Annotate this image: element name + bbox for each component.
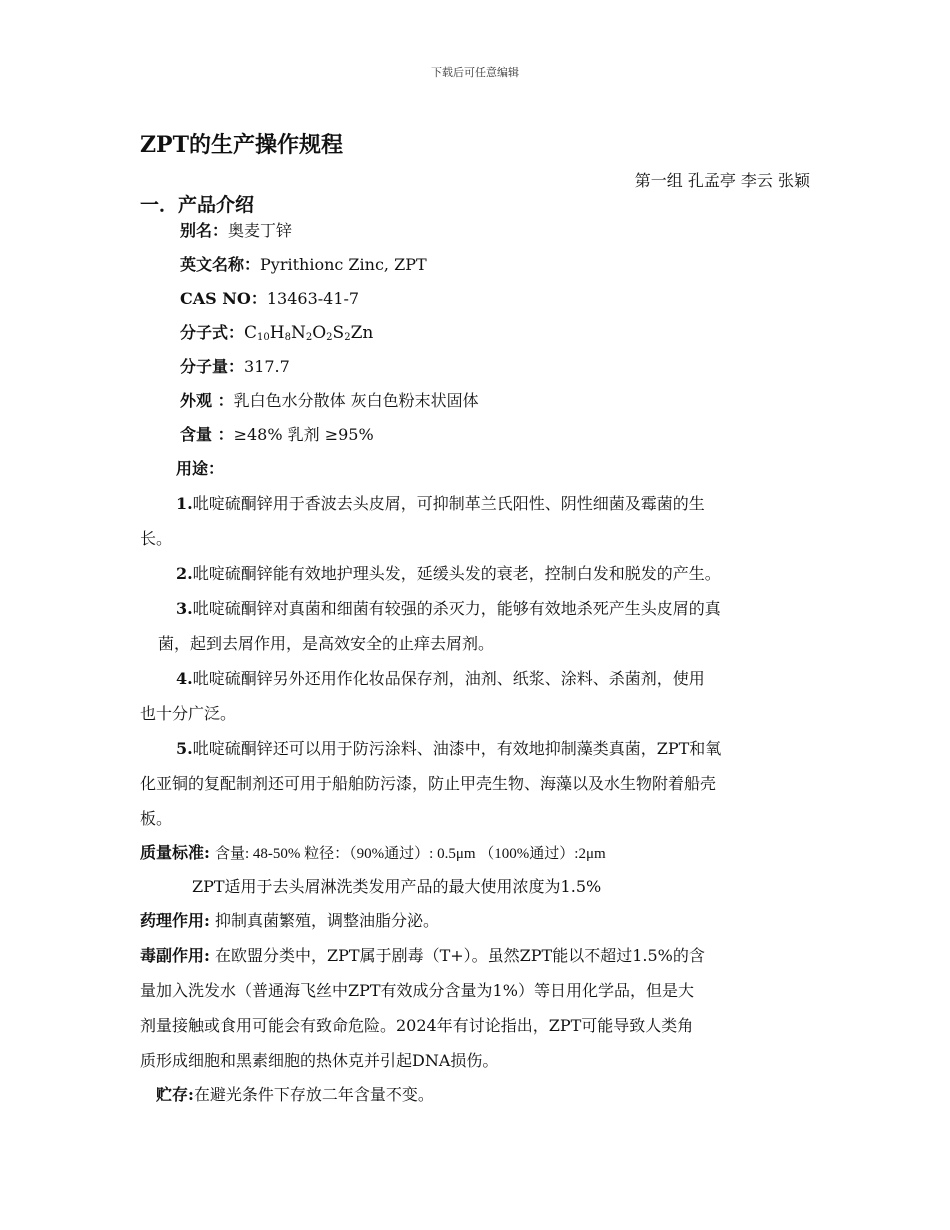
field-label: 质量标准: <box>140 843 210 862</box>
field-value: ZPT适用于去头屑淋洗类发用产品的最大使用浓度为1.5% <box>192 877 602 896</box>
field-appearance <box>140 384 812 418</box>
field-value: 含量: 48-50% 粒径：（90%通过）: 0.5μm （100%通过）:2μm <box>215 846 606 862</box>
field-value: 317.7 <box>244 357 290 376</box>
use-item <box>140 486 812 556</box>
field-cas <box>140 282 812 316</box>
field-label: 贮存: <box>156 1085 194 1104</box>
author-line: 第一组 孔孟亭 李云 张颖 <box>634 171 810 190</box>
field-label: 外观 ： <box>180 391 234 410</box>
field-value: 乳白色水分散体 灰白色粉末状固体 <box>233 391 479 410</box>
use-text: 吡啶硫酮锌另外还用作化妆品保存剂，油剂、纸浆、涂料、杀菌剂，使用 <box>192 669 705 688</box>
field-value: 剂量接触或食用可能会有致命危险。2024年有讨论指出，ZPT可能导致人类角 <box>140 1016 694 1035</box>
use-text: 长。 <box>140 529 173 548</box>
use-text: 也十分广泛。 <box>140 704 237 723</box>
field-usage <box>140 452 812 486</box>
use-number: 5. <box>176 739 193 758</box>
use-item <box>140 591 812 661</box>
page-header: 下载后可任意编辑 <box>431 66 519 79</box>
side-effects <box>140 938 812 1078</box>
field-label: 含量 ： <box>180 425 234 444</box>
field-value: 量加入洗发水（普通海飞丝中ZPT有效成分含量为1%）等日用化学品，但是大 <box>140 981 694 1000</box>
storage <box>140 1078 812 1112</box>
use-text: 吡啶硫酮锌还可以用于防污涂料、油漆中，有效地抑制藻类真菌，ZPT和氧 <box>192 739 722 758</box>
field-content <box>140 418 812 452</box>
field-value: 质形成细胞和黑素细胞的热休克并引起DNA损伤。 <box>140 1051 499 1070</box>
section-heading-product-intro: 一．产品介绍 <box>140 194 255 216</box>
use-item <box>140 556 812 591</box>
pharmacology <box>140 904 812 938</box>
formula-value: $C_{10}H_8N_2O_2S_2Zn$ <box>244 323 374 343</box>
use-text: 化亚铜的复配制剂还可用于船舶防污漆，防止甲壳生物、海藻以及水生物附着船壳 <box>140 774 717 793</box>
use-item <box>140 661 812 731</box>
field-label: 用途： <box>176 459 225 478</box>
field-label: 毒副作用: <box>140 946 210 965</box>
use-item <box>140 731 812 836</box>
field-value: ≥48% 乳剂 ≥95% <box>233 425 374 444</box>
field-value: 奥麦丁锌 <box>228 221 293 240</box>
field-label: CAS NO： <box>180 289 267 308</box>
field-label: 分子量： <box>180 357 245 376</box>
document-body <box>140 214 812 1112</box>
use-number: 4. <box>176 669 193 688</box>
use-text: 吡啶硫酮锌能有效地护理头发，延缓头发的衰老，控制白发和脱发的产生。 <box>192 564 721 583</box>
field-value: 抑制真菌繁殖，调整油脂分泌。 <box>215 911 440 930</box>
quality-note <box>140 870 812 904</box>
field-english-name <box>140 248 812 282</box>
use-text: 板。 <box>140 809 173 828</box>
field-alias <box>140 214 812 248</box>
field-formula <box>140 316 812 350</box>
field-molecular-weight <box>140 350 812 384</box>
field-value: 在避光条件下存放二年含量不变。 <box>193 1085 434 1104</box>
document-title: ZPT的生产操作规程 <box>140 132 343 158</box>
field-label: 别名： <box>180 221 229 240</box>
field-label: 分子式： <box>180 323 245 342</box>
use-text: 吡啶硫酮锌对真菌和细菌有较强的杀灭力，能够有效地杀死产生头皮屑的真 <box>192 599 721 618</box>
use-number: 1. <box>176 494 193 513</box>
field-label: 药理作用: <box>140 911 210 930</box>
field-value: 在欧盟分类中，ZPT属于剧毒（T+）。虽然ZPT能以不超过1.5%的含 <box>215 946 705 965</box>
use-number: 2. <box>176 564 193 583</box>
use-text: 菌，起到去屑作用，是高效安全的止痒去屑剂。 <box>158 634 495 653</box>
use-text: 吡啶硫酮锌用于香波去头皮屑，可抑制革兰氏阳性、阴性细菌及霉菌的生 <box>192 494 705 513</box>
field-value: Pyrithionc Zinc, ZPT <box>260 255 427 274</box>
field-value: 13463-41-7 <box>266 289 360 308</box>
use-number: 3. <box>176 599 193 618</box>
field-label: 英文名称： <box>180 255 261 274</box>
quality-standard <box>140 836 812 870</box>
